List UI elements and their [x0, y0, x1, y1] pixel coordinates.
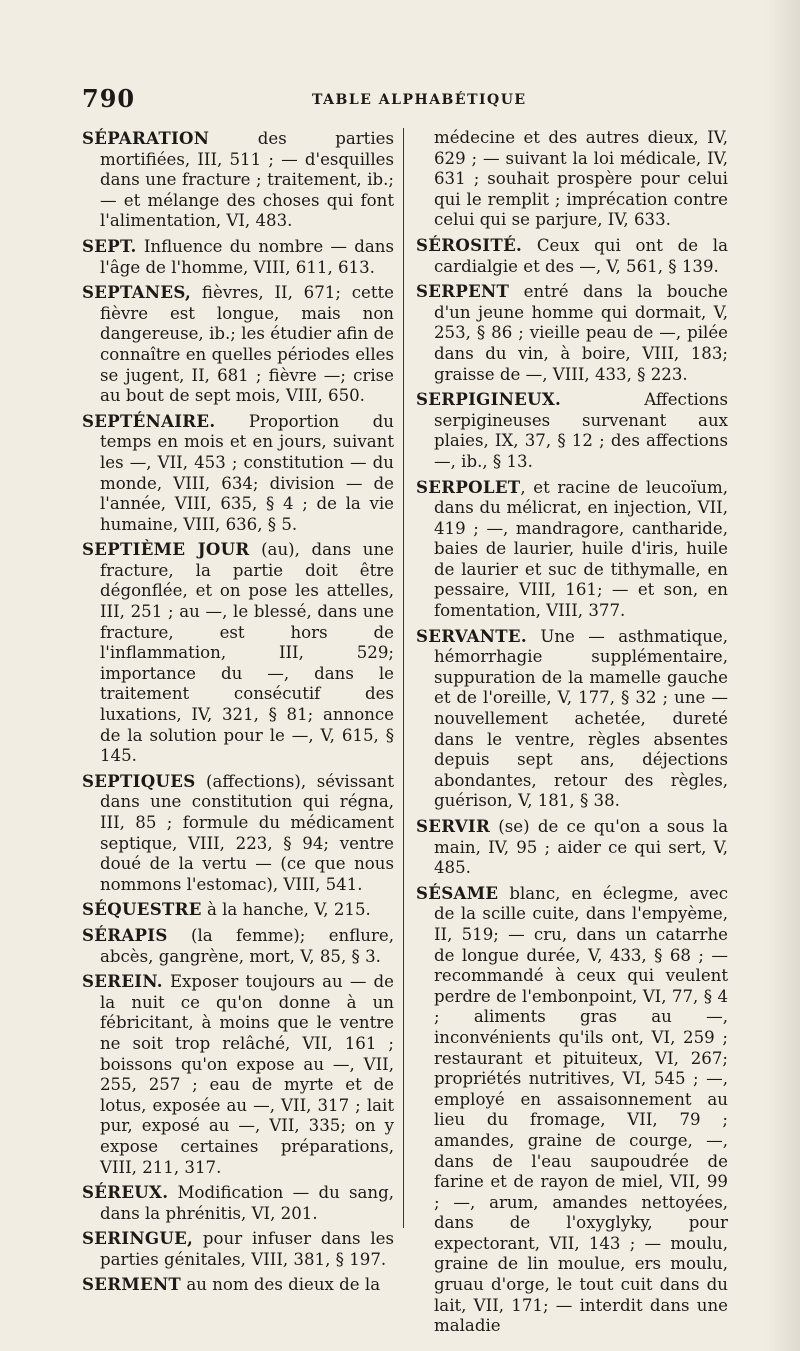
page-header	[82, 84, 782, 124]
entry-text: (au), dans une fracture, la partie doit être dégonflée, et on pose les attelles, III, 251 ; au —, le blessé, dans une fracture, est hors de l'inflammation, III, 529; importance du —, dans le traitement consécutif des luxations, IV, 321, § 81; annonce de la solution pour le —, V, 615, § 145.	[100, 540, 394, 766]
entry-text: Exposer toujours au — de la nuit ce qu'on donne à un fébricitant, à moins que le ventre ne soit trop relâché, VII, 161 ; boissons qu'on expose au —, VII, 255, 257 ; eau de myrte et de lotus, exposée au —, VII, 317 ; lait pur, exposé au —, VII, 335; on y expose certaines préparations, VIII, 211, 317.	[100, 972, 394, 1177]
entry-headword: SÉQUESTRE	[82, 899, 202, 920]
entry-headword: SERVIR	[416, 816, 491, 836]
index-entry	[82, 771, 394, 896]
running-title: TABLE ALPHABÉTIQUE	[312, 92, 527, 108]
index-entry	[416, 235, 728, 277]
entry-text: fièvres, II, 671; cette fièvre est longue, mais non dangereuse, ib.; les étudier afin de connaître en quelles périodes elles se jugent, II, 681 ; fièvre —; crise au bout de sept mois, VIII, 650.	[100, 283, 394, 406]
entry-text: à la hanche, V, 215.	[201, 900, 371, 920]
index-entry	[416, 626, 728, 812]
column-divider	[403, 128, 404, 1228]
page-edge-shadow	[766, 0, 800, 1351]
entry-text: , et racine de leucoïum, dans du mélicrat, en injection, VII, 419 ; —, mandragore, cantharide, baies de laurier, huile d'iris, huile de laurier et suc de tithymalle, en pessaire, VIII, 161; — et son, en fomentation, VIII, 377.	[434, 477, 728, 621]
entry-headword: SERPOLET	[416, 476, 521, 497]
right-column	[416, 128, 728, 1336]
index-entry	[82, 899, 394, 921]
entry-headword: SEPT.	[82, 235, 137, 256]
index-entry	[416, 389, 728, 472]
index-entry	[82, 236, 394, 278]
entry-headword: SERVANTE.	[416, 625, 527, 646]
index-entry	[416, 477, 728, 622]
index-entry	[416, 883, 728, 1337]
left-column	[82, 128, 394, 1295]
entry-headword: SEPTIQUES	[82, 770, 196, 791]
page-number: 790	[82, 84, 136, 113]
entry-text: des parties mortifiées, III, 511 ; — d'esquilles dans une fracture ; traitement, ib.; — et mélange des choses qui font l'alimentation, VI, 483.	[100, 129, 394, 231]
entry-text: entré dans la bouche d'un jeune homme qui dormait, V, 253, § 86 ; vieille peau de —, pilée dans du vin, à boire, VIII, 183; graisse de —, VIII, 433, § 223.	[434, 282, 728, 384]
entry-headword: SÉPARATION	[82, 128, 210, 148]
entry-headword: SÉROSITÉ.	[416, 234, 523, 255]
index-entry	[82, 971, 394, 1178]
entry-text: (se) de ce qu'on a sous la main, IV, 95 ; aider ce qui sert, V, 485.	[434, 817, 728, 878]
entry-headword: SEPTÉNAIRE.	[82, 410, 216, 431]
entry-text: blanc, en éclegme, avec de la scille cuite, dans l'empyème, II, 519; — cru, dans un catarrhe de longue durée, V, 433, § 68 ; — recommandé à ceux qui veulent perdre de l'embonpoint, VI, 77, § 4 ; aliments gras au —, inconvénients qu'ils ont, VI, 259 ; restaurant et pituiteux, VI, 267; propriétés nutritives, VI, 545 ; —, employé en assaisonnement au lieu du fromage, VII, 79 ; amandes, graine de courge, —, dans de l'eau saupoudrée de farine et de rayon de miel, VII, 99 ; —, arum, amandes nettoyées, dans de l'oxyglyky, pour expectorant, VII, 143 ; — moulu, graine de lin moulue, ers moulu, gruau d'orge, le tout cuit dans du lait, VII, 171; — interdit dans une maladie	[434, 883, 728, 1336]
entry-text: (affections), sévissant dans une constitution qui régna, III, 85 ; formule du médicament septique, VIII, 223, § 94; ventre doué de la vertu — (ce que nous nommons l'estomac), VIII, 541.	[100, 771, 394, 894]
entry-headword: SEPTIÈME JOUR	[82, 539, 250, 560]
index-entry	[82, 128, 394, 232]
entry-headword: SEPTANES,	[82, 282, 192, 303]
entry-text: Une — asthmatique, hémorrhagie supplémentaire, suppuration de la mamelle gauche et de l'oreille, V, 177, § 32 ; une — nouvellement achetée, dureté dans le ventre, règles absentes depuis sept ans, déjections abondantes, retour des règles, guérison, V, 181, § 38.	[434, 626, 728, 811]
entry-text: Modification — du sang, dans la phrénitis, VI, 201.	[100, 1183, 394, 1223]
entry-text: Ceux qui ont de la cardialgie et des —, V, 561, § 139.	[434, 235, 728, 276]
entry-text: Proportion du temps en mois et en jours, suivant les —, VII, 453 ; constitution — du monde, VIII, 634; division — de l'année, VIII, 635, § 4 ; de la vie humaine, VIII, 636, § 5.	[100, 411, 394, 534]
index-entry	[416, 281, 728, 385]
entry-text: au nom des dieux de la	[181, 1275, 381, 1295]
index-entry	[82, 282, 394, 407]
entry-text: médecine et des autres dieux, IV, 629 ; — suivant la loi médicale, IV, 631 ; souhait prospère pour celui qui le remplit ; imprécation contre celui qui se parjure, IV, 633.	[434, 128, 728, 230]
entry-headword: SERMENT	[82, 1274, 182, 1295]
entry-headword: SERPENT	[416, 281, 510, 302]
index-entry	[82, 1274, 394, 1296]
entry-text: (la femme); enflure, abcès, gangrène, mort, V, 85, § 3.	[100, 925, 394, 966]
index-entry	[82, 539, 394, 767]
entry-text: Influence du nombre — dans l'âge de l'homme, VIII, 611, 613.	[100, 236, 394, 277]
entry-headword: SEREIN.	[82, 971, 163, 992]
entry-text: pour infuser dans les parties génitales, VIII, 381, § 197.	[100, 1229, 394, 1269]
index-entry	[82, 411, 394, 536]
index-entry	[82, 1182, 394, 1224]
index-entry	[416, 128, 728, 231]
entry-headword: SÉREUX.	[82, 1182, 169, 1203]
index-entry	[416, 816, 728, 879]
entry-headword: SÉSAME	[416, 882, 499, 903]
index-entry	[82, 1228, 394, 1270]
entry-headword: SERINGUE,	[82, 1228, 194, 1249]
entry-text: Affections serpigineuses survenant aux plaies, IX, 37, § 12 ; des affections —, ib., § 13.	[434, 390, 728, 471]
entry-headword: SÉRAPIS	[82, 924, 168, 945]
entry-headword: SERPIGINEUX.	[416, 389, 562, 410]
index-entry	[82, 925, 394, 967]
